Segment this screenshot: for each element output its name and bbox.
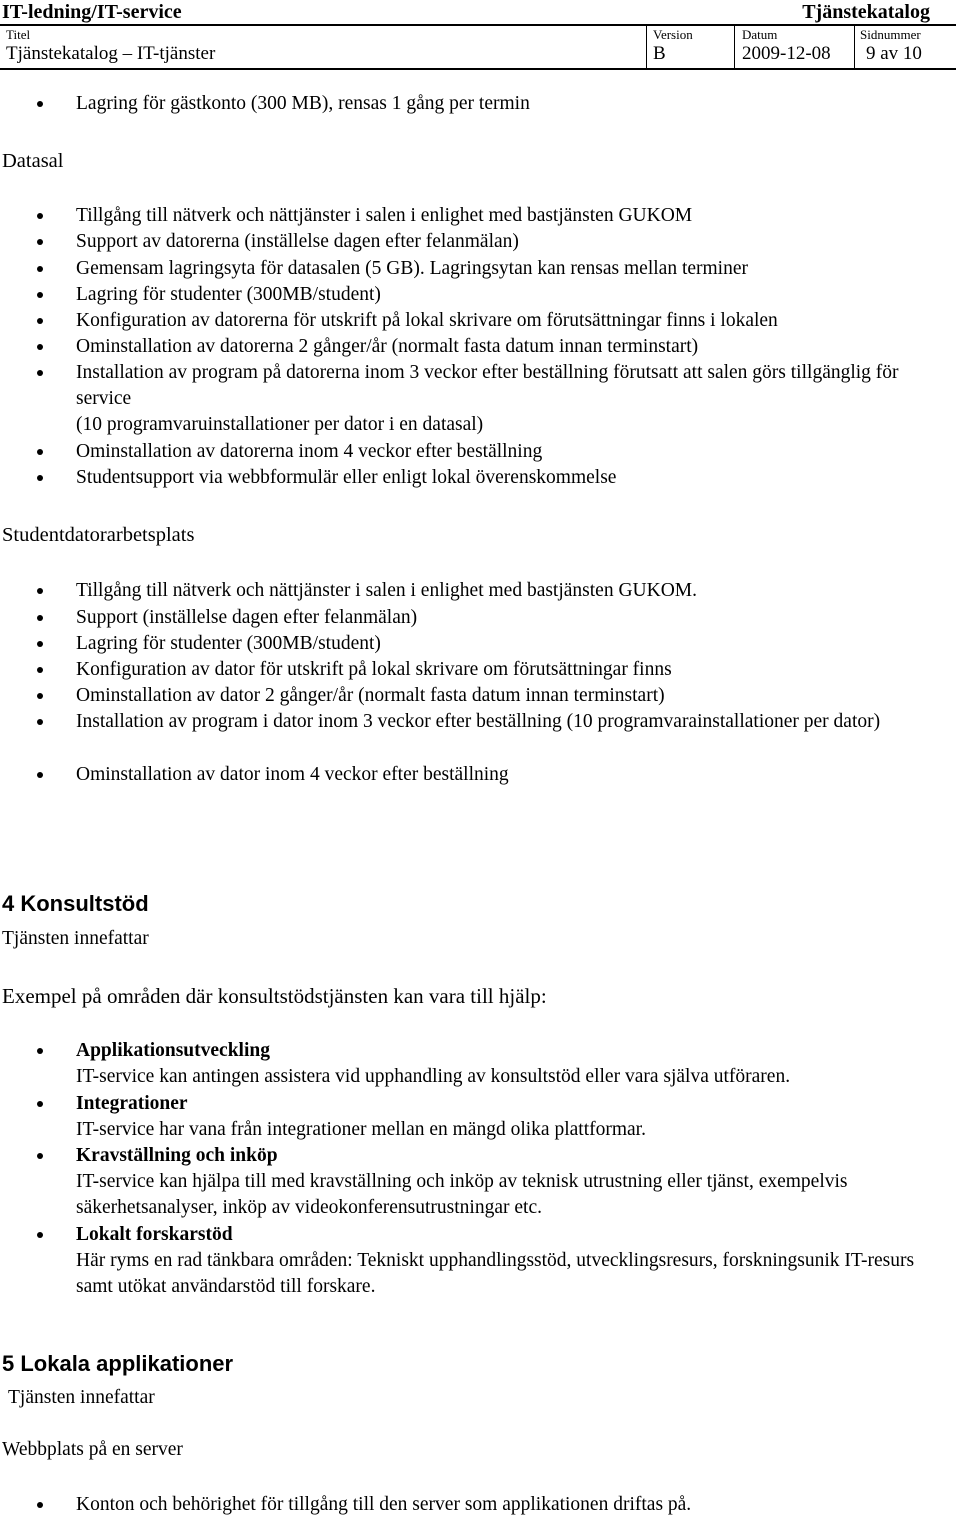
version-value: B (653, 43, 666, 64)
list-item-text: Installation av program på datorerna inom 3 veckor efter beställning förutsatt att salen görs tillgänglig för service (76, 362, 899, 409)
list-item: Lagring för studenter (300MB/student) (76, 282, 946, 308)
page-label: Sidnummer (860, 27, 921, 42)
list-item-title: Kravställning och inköp (76, 1145, 278, 1166)
list-item: Studentsupport via webbformulär eller enligt lokal överenskommelse (76, 465, 946, 491)
list-item-note: (10 programvaruinstallationer per dator i en datasal) (76, 414, 484, 435)
sub-heading: Webbplats på en server (2, 1439, 183, 1460)
list-item: Ominstallation av datorerna 2 gånger/år (normalt fasta datum innan terminstart) (76, 334, 946, 360)
section-heading-lokala: 5 Lokala applikationer (2, 1351, 234, 1376)
date-label: Datum (742, 27, 778, 42)
list-item: Konfiguration av datorerna för utskrift på lokal skrivare om förutsättningar finns i lokalen (76, 308, 946, 334)
list-item: Konton och behörighet för tillgång till den server som applikationen driftas på. (76, 1492, 946, 1518)
page-header (2, 0, 956, 24)
list-item: Tillgång till nätverk och nättjänster i salen i enlighet med bastjänsten GUKOM (76, 203, 946, 229)
page-number-cell (860, 26, 954, 68)
list-item-title: Applikationsutveckling (76, 1040, 270, 1061)
list-item: Lagring för gästkonto (300 MB), rensas 1 gång per termin (76, 91, 946, 117)
list-item-title: Integrationer (76, 1093, 188, 1114)
header-divider (734, 26, 735, 68)
list-item: Installation av program i dator inom 3 veckor efter beställning (10 programvarainstallationer per dator) (76, 709, 946, 735)
page-value: 9 av 10 (866, 43, 922, 64)
header-table (0, 24, 956, 70)
list-item-text: IT-service kan antingen assistera vid upphandling av konsultstöd eller vara själva utföraren. (76, 1066, 791, 1087)
list-item: Tillgång till nätverk och nättjänster i salen i enlighet med bastjänsten GUKOM. (76, 578, 946, 604)
title-label: Titel (6, 27, 31, 42)
list-item: Support av datorerna (inställelse dagen efter felanmälan) (76, 229, 946, 255)
title-value: Tjänstekatalog – IT-tjänster (6, 43, 216, 64)
list-item (76, 1091, 946, 1143)
list-item: Konfiguration av dator för utskrift på lokal skrivare om förutsättningar finns (76, 657, 946, 683)
list-item: Gemensam lagringsyta för datasalen (5 GB). Lagringsytan kan rensas mellan terminer (76, 256, 946, 282)
date-cell (742, 26, 852, 68)
service-includes: Tjänsten innefattar (8, 1387, 155, 1408)
title-cell (6, 26, 646, 68)
list-item (76, 1222, 946, 1300)
section-heading-student: Studentdatorarbetsplats (2, 524, 195, 546)
header-divider (854, 26, 855, 68)
list-item-text: Här ryms en rad tänkbara områden: Tekniskt upphandlingsstöd, utvecklingsresurs, forskningsunik IT-resurs samt utökat användarstöd till forskare. (76, 1250, 915, 1297)
list-item: Ominstallation av dator inom 4 veckor efter beställning (76, 762, 946, 788)
org-name: IT-ledning/IT-service (2, 1, 182, 23)
version-label: Version (653, 27, 693, 42)
version-cell (653, 26, 733, 68)
list-item-text: IT-service kan hjälpa till med kravställning och inköp av teknisk utrustning eller tjänst, exempelvis säkerhetsanalyser, inköp av videokonferensutrustningar etc. (76, 1171, 848, 1218)
section-heading-konsultstod: 4 Konsultstöd (2, 891, 149, 916)
list-item: Lagring för studenter (300MB/student) (76, 631, 946, 657)
list-item: Ominstallation av dator 2 gånger/år (normalt fasta datum innan terminstart) (76, 683, 946, 709)
list-item (76, 1143, 946, 1221)
header-divider (646, 26, 647, 68)
intro-text: Exempel på områden där konsultstödstjänsten kan vara till hjälp: (2, 984, 547, 1008)
service-includes: Tjänsten innefattar (2, 928, 149, 949)
list-item (76, 1038, 946, 1090)
list-item-text: IT-service har vana från integrationer mellan en mängd olika plattformar. (76, 1119, 646, 1140)
section-heading-datasal: Datasal (2, 150, 64, 172)
doc-type: Tjänstekatalog (802, 1, 930, 23)
list-item: Support (inställelse dagen efter felanmälan) (76, 605, 946, 631)
list-item (76, 360, 946, 438)
list-item-title: Lokalt forskarstöd (76, 1224, 233, 1245)
list-item: Ominstallation av datorerna inom 4 veckor efter beställning (76, 439, 946, 465)
date-value: 2009-12-08 (742, 43, 831, 64)
